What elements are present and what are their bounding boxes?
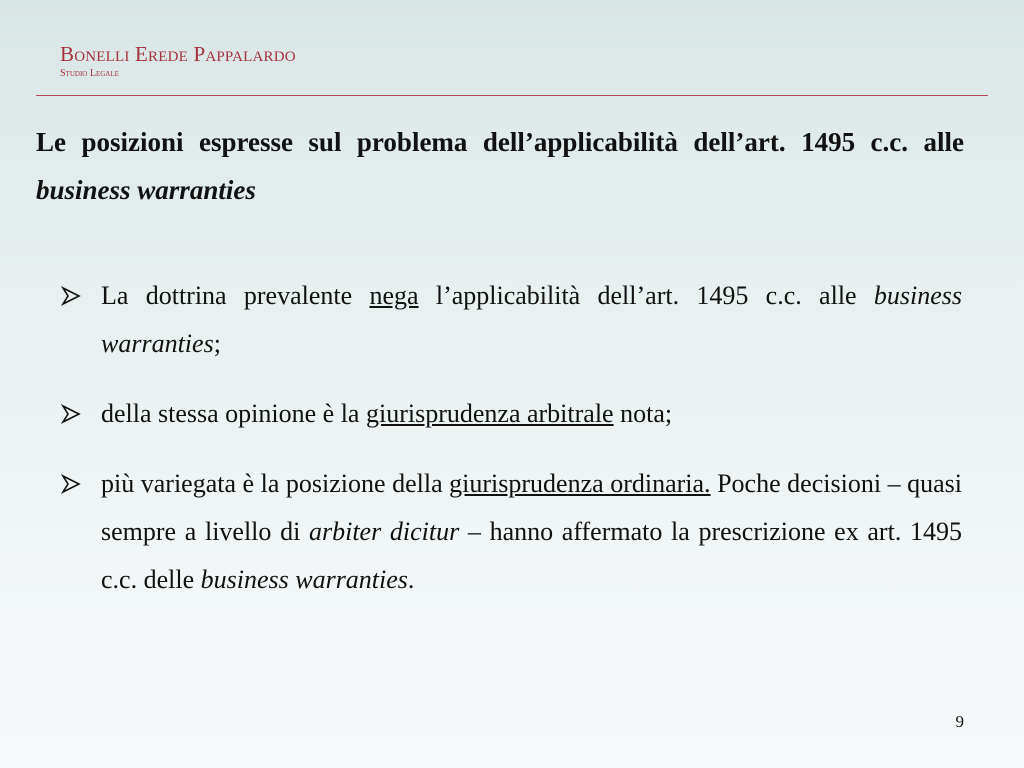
bullet-italic-text: business warranties — [200, 565, 408, 594]
bullet-text: – hanno affermato la prescrizione ex art. 1495 c.c. delle — [101, 517, 962, 594]
bullet-item-giurisprudenza-arbitrale — [60, 390, 962, 438]
slide-title-italic: business warranties — [36, 175, 256, 205]
header-divider — [36, 95, 988, 96]
firm-name: Bonelli Erede Pappalardo — [60, 42, 296, 66]
bullet-underlined-text: giurisprudenza ordinaria. — [449, 469, 711, 498]
bullet-text: ; — [213, 329, 221, 358]
bullet-italic-text: arbiter dicitur — [308, 517, 460, 546]
page-number: 9 — [955, 712, 964, 731]
bullet-text: l’applicabilità dell’art. 1495 c.c. alle — [418, 281, 874, 310]
bullet-underlined-text: nega — [369, 281, 419, 310]
arrowhead-bullet-icon — [60, 272, 84, 320]
firm-logo — [60, 42, 296, 80]
slide-title-text: Le posizioni espresse sul problema dell’applicabilità dell’art. 1495 c.c. alle — [36, 127, 964, 157]
bullet-text: più variegata è la posizione della — [101, 469, 450, 498]
bullet-item-giurisprudenza-ordinaria — [60, 460, 962, 604]
bullet-item-dottrina — [60, 272, 962, 368]
arrowhead-bullet-icon — [60, 390, 84, 438]
slide-title — [36, 118, 964, 214]
bullet-list — [60, 272, 962, 626]
bullet-text: della stessa opinione è la — [101, 399, 366, 428]
bullet-text: La dottrina prevalente — [101, 281, 370, 310]
firm-subtitle: Studio Legale — [60, 68, 119, 79]
bullet-text: nota; — [613, 399, 673, 428]
bullet-underlined-text: giurisprudenza arbitrale — [365, 399, 614, 428]
arrowhead-bullet-icon — [60, 460, 84, 508]
bullet-text: . — [407, 565, 415, 594]
bullet-italic-text: business warranties — [101, 281, 963, 358]
bullet-text: Poche decisioni – quasi sempre a livello di — [101, 469, 962, 546]
